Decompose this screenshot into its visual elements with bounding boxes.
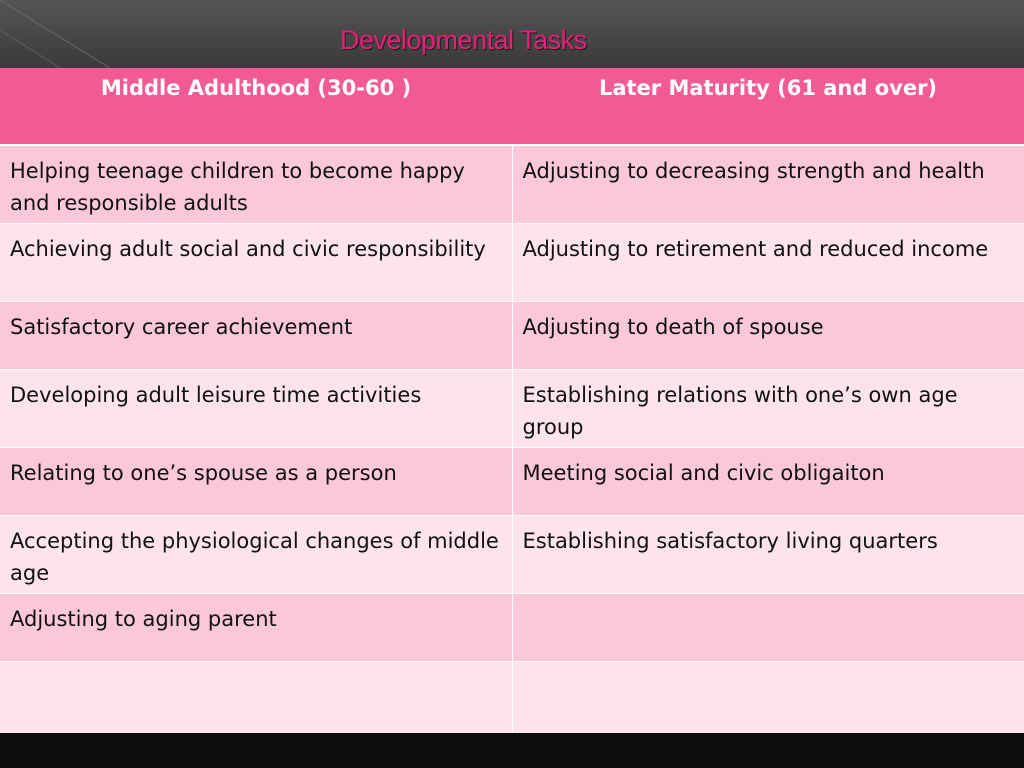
- middle-adulthood-task: [0, 661, 512, 736]
- table-header-row: [0, 68, 1024, 145]
- table-row: [0, 593, 1024, 661]
- later-maturity-task: Adjusting to decreasing strength and health: [512, 145, 1024, 223]
- later-maturity-task: Adjusting to death of spouse: [512, 301, 1024, 369]
- later-maturity-task: Establishing relations with one’s own age group: [512, 369, 1024, 447]
- middle-adulthood-task: Satisfactory career achievement: [0, 301, 512, 369]
- middle-adulthood-task: Developing adult leisure time activities: [0, 369, 512, 447]
- table-row: [0, 515, 1024, 593]
- middle-adulthood-task: Adjusting to aging parent: [0, 593, 512, 661]
- middle-adulthood-task: Helping teenage children to become happy and responsible adults: [0, 145, 512, 223]
- table-row: [0, 447, 1024, 515]
- middle-adulthood-task: Accepting the physiological changes of middle age: [0, 515, 512, 593]
- later-maturity-task: [512, 593, 1024, 661]
- middle-adulthood-task: Achieving adult social and civic responsibility: [0, 223, 512, 301]
- later-maturity-task: [512, 661, 1024, 736]
- developmental-tasks-table: [0, 68, 1024, 737]
- later-maturity-task: Adjusting to retirement and reduced income: [512, 223, 1024, 301]
- later-maturity-task: Meeting social and civic obligaiton: [512, 447, 1024, 515]
- table-row: [0, 301, 1024, 369]
- later-maturity-task: Establishing satisfactory living quarters: [512, 515, 1024, 593]
- slide-title: Developmental Tasks: [340, 25, 587, 55]
- header-later-maturity: Later Maturity (61 and over): [512, 68, 1024, 145]
- table-row: [0, 369, 1024, 447]
- bottom-band: [0, 733, 1024, 768]
- table-row: [0, 145, 1024, 223]
- middle-adulthood-task: Relating to one’s spouse as a person: [0, 447, 512, 515]
- table-row: [0, 223, 1024, 301]
- header-middle-adulthood: Middle Adulthood (30-60 ): [0, 68, 512, 145]
- table-row: [0, 661, 1024, 736]
